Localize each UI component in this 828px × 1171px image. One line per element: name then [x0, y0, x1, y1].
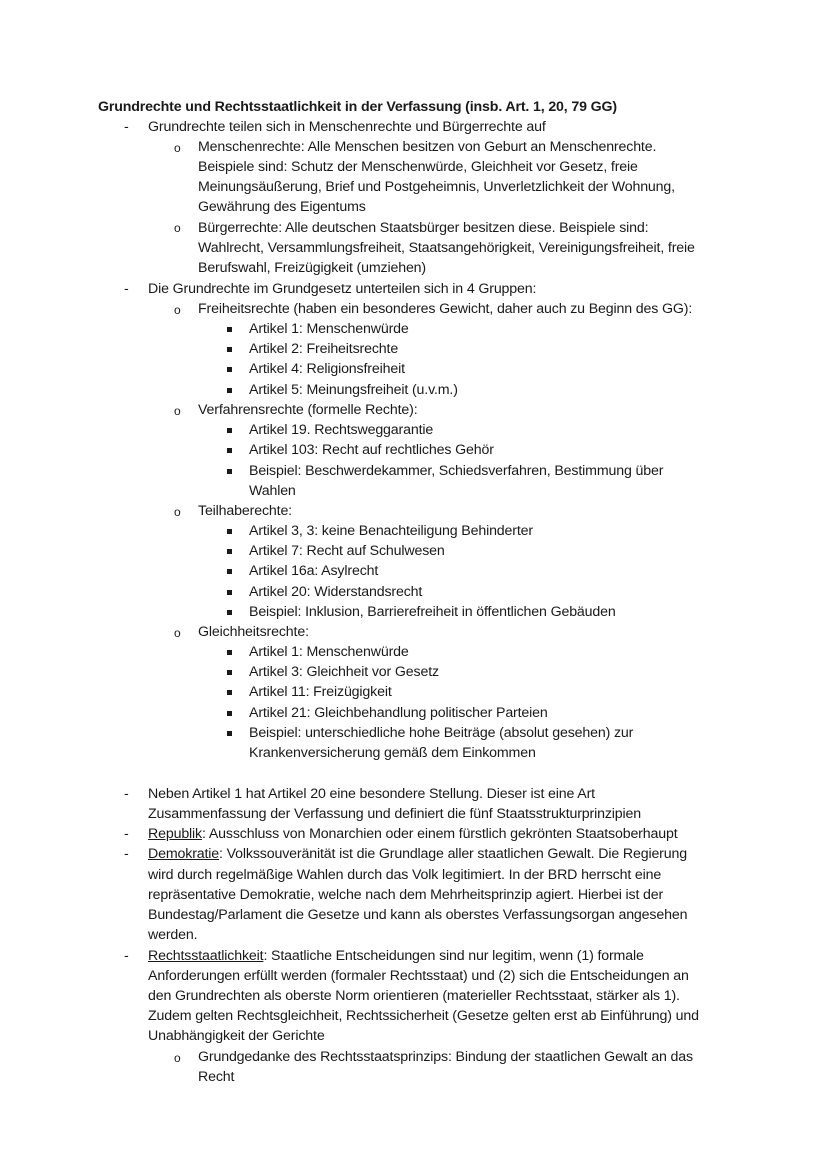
principle-demokratie	[148, 844, 687, 864]
square-bullet-icon	[227, 347, 232, 352]
list-item: Artikel 3, 3: keine Benachteiligung Behinderter	[249, 523, 533, 539]
paragraph-continuation: Unabhängigkeit der Gerichte	[148, 1028, 325, 1044]
circle-bullet-icon: o	[174, 1051, 181, 1065]
paragraph-continuation: Anforderungen erfüllt werden (formaler Rechtsstaat) und (2) sich die Entscheidungen an	[148, 968, 689, 984]
group-label-teilhaberechte: Teilhaberechte:	[198, 503, 292, 519]
paragraph-continuation: werden.	[148, 927, 198, 943]
paragraph-continuation: Zusammenfassung der Verfassung und definiert die fünf Staatsstrukturprinzipien	[148, 806, 642, 822]
square-bullet-icon	[227, 650, 232, 655]
paragraph-continuation: repräsentative Demokratie, welche nach dem Mehrheitsprinzip agiert. Hierbei ist der	[148, 887, 664, 903]
list-item: Artikel 103: Recht auf rechtliches Gehör	[249, 442, 494, 458]
definition-text: : Ausschluss von Monarchien oder einem fürstlich gekrönten Staatsoberhaupt	[202, 826, 678, 842]
square-bullet-icon	[227, 448, 232, 453]
list-item-continuation: Meinungsäußerung, Brief und Postgeheimnis, Unverletzlichkeit der Wohnung,	[198, 179, 675, 195]
list-item: Artikel 5: Meinungsfreiheit (u.v.m.)	[249, 382, 458, 398]
list-item: Artikel 16a: Asylrecht	[249, 563, 379, 579]
square-bullet-icon	[227, 549, 232, 554]
principle-republik	[148, 824, 678, 844]
dash-bullet-icon: -	[124, 826, 129, 842]
list-item-continuation: Krankenversicherung gemäß dem Einkommen	[249, 745, 536, 761]
dash-bullet-icon: -	[124, 281, 129, 297]
square-bullet-icon	[227, 569, 232, 574]
group-label-verfahrensrechte: Verfahrensrechte (formelle Rechte):	[198, 402, 418, 418]
list-item: Die Grundrechte im Grundgesetz unterteilen sich in 4 Gruppen:	[148, 281, 537, 297]
list-item: Artikel 21: Gleichbehandlung politischer Parteien	[249, 705, 548, 721]
square-bullet-icon	[227, 327, 232, 332]
list-item-continuation: Beispiele sind: Schutz der Menschenwürde, Gleichheit vor Gesetz, freie	[198, 159, 638, 175]
square-bullet-icon	[227, 529, 232, 534]
square-bullet-icon	[227, 388, 232, 393]
list-item: Beispiel: unterschiedliche hohe Beiträge (absolut gesehen) zur	[249, 725, 634, 741]
paragraph-continuation: Zudem gelten Rechtsgleichheit, Rechtssicherheit (Gesetze gelten erst ab Einführung) und	[148, 1008, 699, 1024]
square-bullet-icon	[227, 711, 232, 716]
square-bullet-icon	[227, 670, 232, 675]
list-item: Beispiel: Beschwerdekammer, Schiedsverfahren, Bestimmung über	[249, 463, 664, 479]
definition-text: : Staatliche Entscheidungen sind nur legitim, wenn (1) formale	[263, 948, 644, 964]
document-title: Grundrechte und Rechtsstaatlichkeit in der Verfassung (insb. Art. 1, 20, 79 GG)	[98, 99, 618, 115]
square-bullet-icon	[227, 610, 232, 615]
dash-bullet-icon: -	[124, 846, 129, 862]
list-item: Artikel 1: Menschenwürde	[249, 321, 409, 337]
list-item: Artikel 4: Religionsfreiheit	[249, 361, 405, 377]
paragraph-artikel-20: Neben Artikel 1 hat Artikel 20 eine besondere Stellung. Dieser ist eine Art	[148, 786, 595, 802]
list-item-continuation: Gewährung des Eigentums	[198, 199, 366, 215]
principle-rechtsstaatlichkeit	[148, 946, 644, 966]
square-bullet-icon	[227, 590, 232, 595]
circle-bullet-icon: o	[174, 221, 181, 235]
list-item: Artikel 3: Gleichheit vor Gesetz	[249, 664, 439, 680]
circle-bullet-icon: o	[174, 626, 181, 640]
list-item: Artikel 1: Menschenwürde	[249, 644, 409, 660]
circle-bullet-icon: o	[174, 141, 181, 155]
term-demokratie: Demokratie	[148, 846, 220, 862]
list-item-continuation: Wahlen	[249, 483, 296, 499]
list-item: Artikel 2: Freiheitsrechte	[249, 341, 399, 357]
list-item: Menschenrechte: Alle Menschen besitzen von Geburt an Menschenrechte.	[198, 139, 657, 155]
definition-text: : Volkssouveränität ist die Grundlage aller staatlichen Gewalt. Die Regierung	[219, 846, 687, 862]
list-item: Bürgerrechte: Alle deutschen Staatsbürger besitzen diese. Beispiele sind:	[198, 220, 649, 236]
paragraph-continuation: den Grundrechten als oberste Norm orientieren (materieller Rechtsstaat, stärker als 1).	[148, 988, 680, 1004]
circle-bullet-icon: o	[174, 303, 181, 317]
square-bullet-icon	[227, 469, 232, 474]
circle-bullet-icon: o	[174, 404, 181, 418]
square-bullet-icon	[227, 367, 232, 372]
list-item-continuation: Recht	[198, 1069, 235, 1085]
list-item: Grundgedanke des Rechtsstaatsprinzips: Bindung der staatlichen Gewalt an das	[198, 1049, 693, 1065]
list-item-continuation: Wahlrecht, Versammlungsfreiheit, Staatsangehörigkeit, Vereinigungsfreiheit, freie	[198, 240, 695, 256]
group-label-gleichheitsrechte: Gleichheitsrechte:	[198, 624, 309, 640]
square-bullet-icon	[227, 690, 232, 695]
paragraph-continuation: Bundestag/Parlament die Gesetze und kann als oberstes Verfassungsorgan angesehen	[148, 907, 688, 923]
term-republik: Republik	[148, 826, 203, 842]
square-bullet-icon	[227, 731, 232, 736]
circle-bullet-icon: o	[174, 505, 181, 519]
square-bullet-icon	[227, 428, 232, 433]
list-item: Grundrechte teilen sich in Menschenrechte und Bürgerrechte auf	[148, 119, 546, 135]
list-item: Artikel 7: Recht auf Schulwesen	[249, 543, 445, 559]
dash-bullet-icon: -	[124, 786, 129, 802]
list-item: Artikel 19. Rechtsweggarantie	[249, 422, 434, 438]
group-label-freiheitsrechte: Freiheitsrechte (haben ein besonderes Gewicht, daher auch zu Beginn des GG):	[198, 301, 693, 317]
paragraph-continuation: wird durch regelmäßige Wahlen durch das Volk legitimiert. In der BRD herrscht eine	[148, 867, 662, 883]
term-rechtsstaatlichkeit: Rechtsstaatlichkeit	[148, 948, 264, 964]
dash-bullet-icon: -	[124, 119, 129, 135]
list-item: Beispiel: Inklusion, Barrierefreiheit in öffentlichen Gebäuden	[249, 604, 616, 620]
list-item: Artikel 20: Widerstandsrecht	[249, 584, 423, 600]
dash-bullet-icon: -	[124, 948, 129, 964]
list-item-continuation: Berufswahl, Freizügigkeit (umziehen)	[198, 260, 427, 276]
list-item: Artikel 11: Freizügigkeit	[249, 684, 392, 700]
